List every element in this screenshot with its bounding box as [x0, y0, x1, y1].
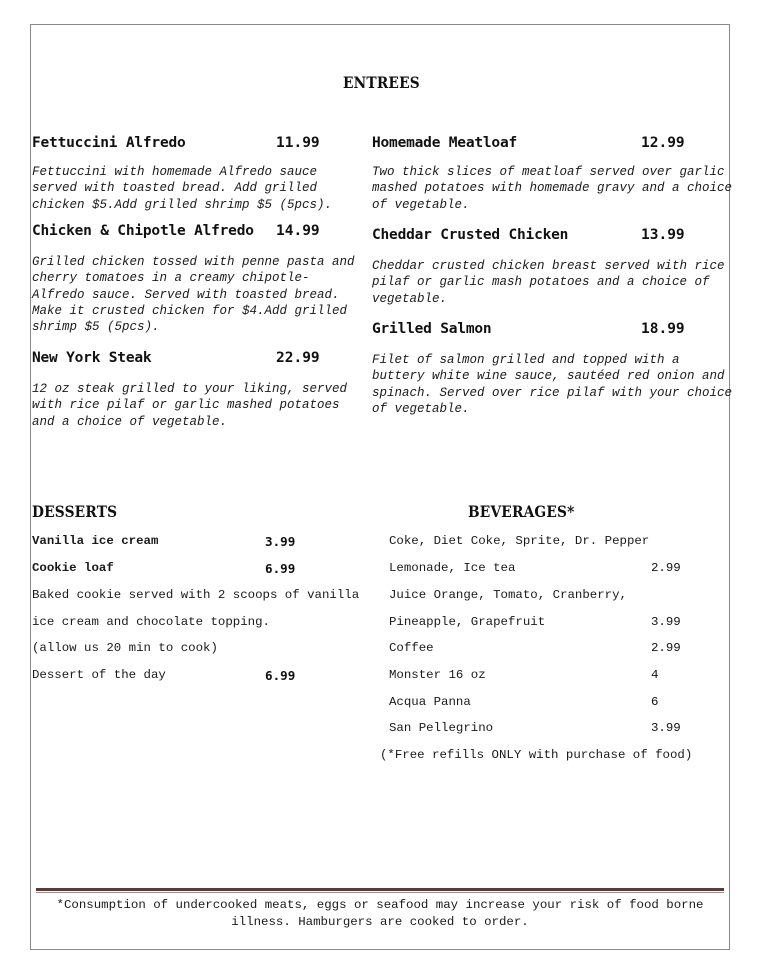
description-line: Cheddar crusted chicken breast served with rice — [372, 259, 725, 273]
description-line: of vegetable. — [372, 197, 470, 212]
entree-name: Homemade Meatloaf — [372, 135, 518, 151]
entree-description — [32, 254, 355, 335]
desserts-heading: DESSERTS — [32, 502, 118, 521]
beverage-price: 3.99 — [651, 721, 681, 735]
entree-description — [32, 381, 347, 430]
description-line: Alfredo sauce. Served with toasted bread. — [32, 287, 340, 302]
description-line: shrimp $5 (5pcs). — [32, 320, 160, 335]
description-line: Make it crusted chicken for $4.Add grilled — [32, 303, 348, 318]
entree-price: 13.99 — [641, 227, 685, 243]
beverage-item: Coffee — [389, 641, 434, 655]
beverage-item: San Pellegrino — [389, 721, 494, 735]
description-line: 12 oz steak grilled to your liking, served — [32, 382, 348, 396]
dessert-note: (allow us 20 min to cook) — [32, 641, 218, 655]
description-line: Fettuccini with homemade Alfredo sauce — [32, 165, 318, 179]
description-line: vegetable. — [372, 291, 448, 306]
description-line: cherry tomatoes in a creamy chipotle- — [32, 271, 310, 286]
dessert-item: Dessert of the day — [32, 668, 166, 682]
description-line: of vegetable. — [372, 401, 470, 416]
entrees-heading: ENTREES — [343, 73, 420, 92]
entree-name: Chicken & Chipotle Alfredo — [32, 223, 254, 239]
beverage-item: Monster 16 oz — [389, 668, 486, 682]
description-line: served with toasted bread. Add grilled — [32, 181, 318, 196]
description-line: Filet of salmon grilled and topped with a — [372, 353, 680, 367]
beverage-price: 6 — [651, 695, 659, 709]
footer-divider — [36, 888, 724, 891]
description-line: mashed potatoes with homemade gravy and a choice — [372, 181, 733, 196]
entree-name: Grilled Salmon — [372, 321, 492, 337]
entree-price: 18.99 — [641, 321, 685, 337]
description-line: Grilled chicken tossed with penne pasta and — [32, 255, 355, 269]
beverage-price: 2.99 — [651, 641, 681, 655]
entree-price: 22.99 — [276, 350, 320, 366]
beverage-item: Acqua Panna — [389, 695, 471, 709]
menu-page — [30, 24, 733, 950]
dessert-description-line: ice cream and chocolate topping. — [32, 615, 270, 629]
dessert-price: 6.99 — [265, 668, 296, 683]
beverage-item: Lemonade, Ice tea — [389, 561, 516, 575]
footer-disclaimer — [36, 897, 724, 930]
disclaimer-line: illness. Hamburgers are cooked to order. — [231, 914, 529, 929]
description-line: with rice pilaf or garlic mashed potatoes — [32, 398, 340, 413]
description-line: chicken $5.Add grilled shrimp $5 (5pcs). — [32, 197, 333, 212]
entree-description — [372, 258, 725, 307]
beverage-price: 3.99 — [651, 615, 681, 629]
description-line: Two thick slices of meatloaf served over garlic — [372, 165, 725, 179]
beverages-heading: BEVERAGES* — [468, 502, 575, 521]
description-line: pilaf or garlic mash potatoes and a choice of — [372, 275, 710, 290]
entree-name: New York Steak — [32, 350, 152, 366]
beverage-item: Juice Orange, Tomato, Cranberry, — [389, 588, 627, 602]
entree-price: 14.99 — [276, 223, 320, 239]
dessert-description-line: Baked cookie served with 2 scoops of vanilla — [32, 588, 360, 602]
dessert-item: Cookie loaf — [32, 561, 114, 575]
dessert-item: Vanilla ice cream — [32, 534, 159, 548]
entree-price: 12.99 — [641, 135, 685, 151]
beverage-item: Pineapple, Grapefruit — [389, 615, 546, 629]
beverage-price: 2.99 — [651, 561, 681, 575]
dessert-price: 6.99 — [265, 561, 296, 576]
description-line: buttery white wine sauce, sautéed red onion and — [372, 369, 725, 384]
entree-name: Fettuccini Alfredo — [32, 135, 186, 151]
entree-description — [372, 352, 732, 417]
description-line: and a choice of vegetable. — [32, 414, 228, 429]
beverages-note: (*Free refills ONLY with purchase of food) — [380, 748, 693, 762]
beverage-price: 4 — [651, 668, 659, 682]
dessert-price: 3.99 — [265, 534, 296, 549]
entree-description — [32, 164, 332, 213]
entree-price: 11.99 — [276, 135, 320, 151]
entree-name: Cheddar Crusted Chicken — [372, 227, 569, 243]
entree-description — [372, 164, 732, 213]
disclaimer-line: *Consumption of undercooked meats, eggs or seafood may increase your risk of food borne — [56, 898, 704, 912]
beverage-item: Coke, Diet Coke, Sprite, Dr. Pepper — [389, 534, 650, 548]
footer-divider-light — [36, 892, 724, 893]
description-line: spinach. Served over rice pilaf with your choice — [372, 385, 733, 400]
